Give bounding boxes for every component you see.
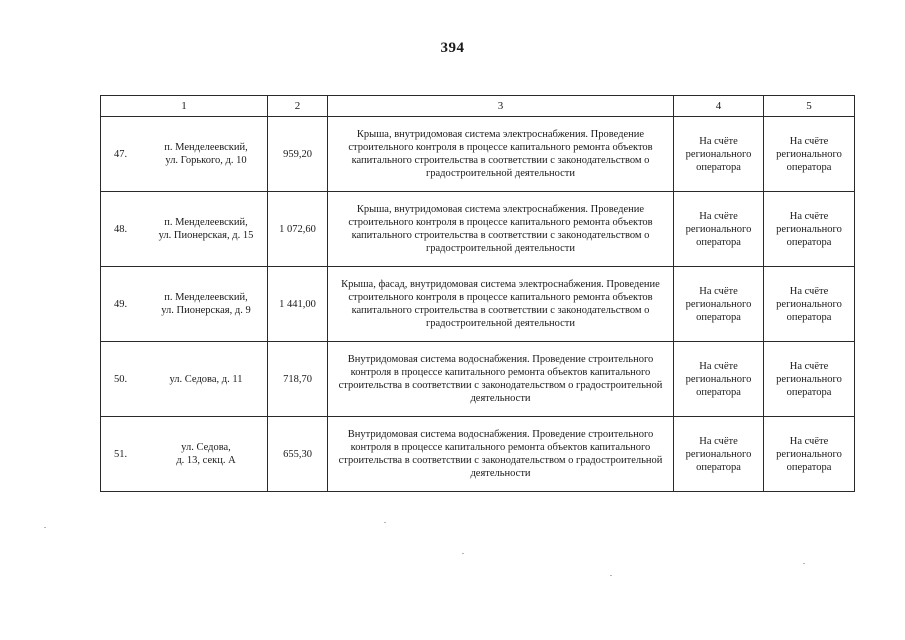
fund-cell-4 bbox=[674, 342, 764, 417]
fund-line: регионального bbox=[776, 148, 842, 160]
fund-line: оператора bbox=[696, 461, 741, 473]
fund-cell-4 bbox=[674, 192, 764, 267]
address-line: п. Менделеевский, bbox=[164, 142, 248, 153]
address-cell bbox=[101, 192, 268, 267]
address bbox=[148, 141, 264, 167]
fund-cell-5 bbox=[764, 267, 855, 342]
fund-line: На счёте bbox=[789, 135, 829, 147]
repair-registry-table bbox=[100, 95, 855, 492]
area-cell: 718,70 bbox=[268, 342, 328, 417]
column-header-4: 4 bbox=[674, 96, 764, 117]
table-row bbox=[101, 267, 855, 342]
works-cell: Крыша, фасад, внутридомовая система электроснабжения. Проведение строительного контроля в процессе капитального ремонта объектов капитального строительства в соответствии с законодательством о градостроительной деятельности bbox=[328, 267, 674, 342]
fund-line: На счёте bbox=[789, 360, 829, 372]
address bbox=[148, 373, 264, 386]
fund-line: На счёте bbox=[699, 135, 738, 147]
fund-line: На счёте bbox=[789, 285, 829, 297]
scan-speck bbox=[384, 522, 386, 523]
address-line: ул. Седова, bbox=[181, 442, 231, 453]
fund-line: оператора bbox=[786, 386, 832, 398]
fund-cell-4 bbox=[674, 417, 764, 492]
fund-line: регионального bbox=[685, 223, 752, 235]
fund-line: регионального bbox=[685, 373, 752, 385]
row-number: 47. bbox=[114, 148, 128, 160]
fund-cell-5 bbox=[764, 417, 855, 492]
fund-cell-4 bbox=[674, 117, 764, 192]
fund-line: регионального bbox=[685, 148, 752, 160]
fund-line: На счёте bbox=[699, 360, 738, 372]
fund-line: оператора bbox=[696, 236, 741, 248]
area-cell: 959,20 bbox=[268, 117, 328, 192]
column-header-5: 5 bbox=[764, 96, 855, 117]
fund-line: оператора bbox=[786, 236, 832, 248]
fund-line: На счёте bbox=[699, 435, 738, 447]
table-row bbox=[101, 192, 855, 267]
fund-line: оператора bbox=[696, 161, 741, 173]
fund-cell-4 bbox=[674, 267, 764, 342]
works-cell: Внутридомовая система водоснабжения. Проведение строительного контроля в процессе капитального ремонта объектов капитального строительства в соответствии с законодательством о градостроительной деятельности bbox=[328, 417, 674, 492]
address-line: п. Менделеевский, bbox=[164, 292, 248, 303]
row-number: 48. bbox=[114, 223, 128, 235]
fund-line: На счёте bbox=[699, 210, 738, 222]
fund-line: На счёте bbox=[789, 435, 829, 447]
fund-line: На счёте bbox=[699, 285, 738, 297]
address bbox=[148, 291, 264, 317]
scan-speck bbox=[462, 553, 464, 554]
fund-line: регионального bbox=[776, 373, 842, 385]
fund-cell-5 bbox=[764, 342, 855, 417]
address-cell bbox=[101, 342, 268, 417]
fund-line: оператора bbox=[786, 311, 832, 323]
fund-line: оператора bbox=[696, 311, 741, 323]
works-cell: Крыша, внутридомовая система электроснабжения. Проведение строительного контроля в процессе капитального ремонта объектов капитального строительства в соответствии с законодательством о градостроительной деятельности bbox=[328, 192, 674, 267]
address-line: п. Менделеевский, bbox=[164, 217, 248, 228]
address bbox=[148, 216, 264, 242]
fund-line: регионального bbox=[685, 448, 752, 460]
fund-line: регионального bbox=[685, 298, 752, 310]
address-line: ул. Седова, д. 11 bbox=[169, 373, 243, 385]
row-number: 51. bbox=[114, 448, 128, 460]
address-line: д. 13, секц. А bbox=[176, 455, 236, 466]
fund-cell-5 bbox=[764, 192, 855, 267]
scan-speck bbox=[44, 527, 46, 528]
address-cell bbox=[101, 417, 268, 492]
works-cell: Внутридомовая система водоснабжения. Проведение строительного контроля в процессе капитального ремонта объектов капитального строительства в соответствии с законодательством о градостроительной деятельности bbox=[328, 342, 674, 417]
address bbox=[148, 441, 264, 467]
row-number: 49. bbox=[114, 298, 128, 310]
address-cell bbox=[101, 267, 268, 342]
address-line: ул. Горького, д. 10 bbox=[165, 155, 247, 166]
fund-line: регионального bbox=[776, 223, 842, 235]
row-number: 50. bbox=[114, 373, 128, 385]
area-cell: 655,30 bbox=[268, 417, 328, 492]
scan-speck bbox=[803, 563, 805, 564]
column-header-1: 1 bbox=[101, 96, 268, 117]
fund-line: регионального bbox=[776, 298, 842, 310]
fund-line: оператора bbox=[786, 461, 832, 473]
fund-cell-5 bbox=[764, 117, 855, 192]
area-cell: 1 441,00 bbox=[268, 267, 328, 342]
table-header-row bbox=[101, 96, 855, 117]
page-number: 394 bbox=[440, 40, 465, 56]
table-row bbox=[101, 342, 855, 417]
fund-line: оператора bbox=[786, 161, 832, 173]
fund-line: оператора bbox=[696, 386, 741, 398]
address-line: ул. Пионерская, д. 15 bbox=[158, 230, 254, 241]
fund-line: На счёте bbox=[789, 210, 829, 222]
address-line: ул. Пионерская, д. 9 bbox=[161, 305, 251, 316]
scan-speck bbox=[610, 575, 612, 576]
works-cell: Крыша, внутридомовая система электроснабжения. Проведение строительного контроля в процессе капитального ремонта объектов капитального строительства в соответствии с законодательством о градостроительной деятельности bbox=[328, 117, 674, 192]
column-header-3: 3 bbox=[328, 96, 674, 117]
address-cell bbox=[101, 117, 268, 192]
column-header-2: 2 bbox=[268, 96, 328, 117]
fund-line: регионального bbox=[776, 448, 842, 460]
table-row bbox=[101, 117, 855, 192]
area-cell: 1 072,60 bbox=[268, 192, 328, 267]
table-row bbox=[101, 417, 855, 492]
